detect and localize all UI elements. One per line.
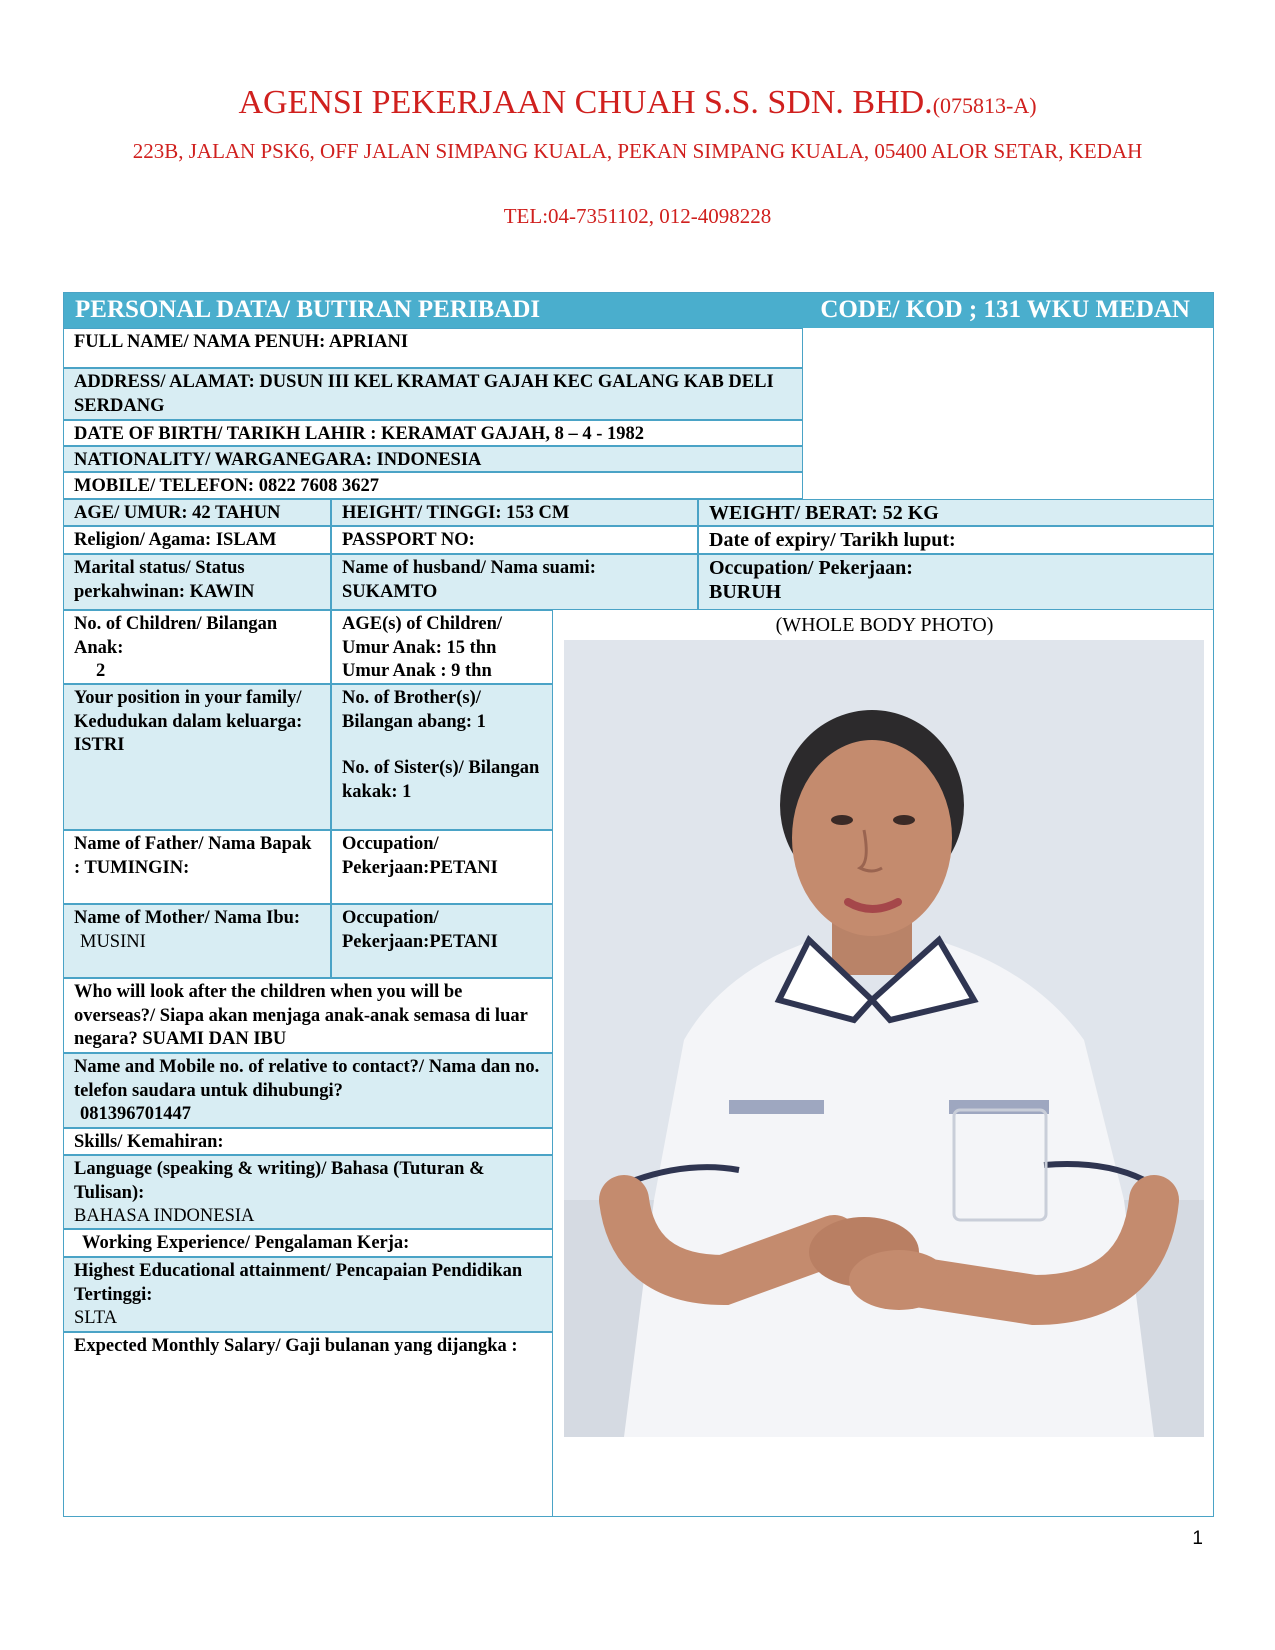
whole-body-photo — [564, 640, 1204, 1437]
page-number: 1 — [1192, 1528, 1203, 1549]
company-reg-no: (075813-A) — [932, 93, 1037, 118]
expected-salary-field: Expected Monthly Salary/ Gaji bulanan yang dijangka : — [63, 1332, 553, 1517]
husband-label: Name of husband/ Nama suami: — [342, 558, 596, 578]
address-field: ADDRESS/ ALAMAT: DUSUN III KEL KRAMAT GAJAH KEC GALANG KAB DELI SERDANG — [63, 368, 803, 420]
religion-field: Religion/ Agama: ISLAM — [63, 526, 331, 554]
language-field — [63, 1155, 553, 1229]
education-field — [63, 1257, 553, 1332]
mobile-field: MOBILE/ TELEFON: 0822 7608 3627 — [63, 472, 803, 499]
skills-field: Skills/ Kemahiran: — [63, 1128, 553, 1155]
husband-value: SUKAMTO — [342, 581, 438, 602]
siblings-field — [331, 684, 553, 830]
candidate-code: CODE/ KOD ; 131 WKU MEDAN — [820, 296, 1190, 323]
relative-contact-value: 081396701447 — [80, 1104, 191, 1124]
children-ages-field — [331, 610, 553, 684]
occupation-value: BURUH — [709, 580, 782, 603]
mother-name-value: MUSINI — [80, 931, 146, 952]
full-name-field: FULL NAME/ NAMA PENUH: APRIANI — [63, 328, 803, 368]
children-ages-label: AGE(s) of Children/ — [342, 614, 503, 634]
children-count-field — [63, 610, 331, 684]
children-count-label: No. of Children/ Bilangan Anak: — [74, 614, 278, 658]
occupation-field — [698, 554, 1214, 610]
children-count-value: 2 — [96, 661, 106, 681]
age-field: AGE/ UMUR: 42 TAHUN — [63, 499, 331, 526]
company-name — [0, 84, 1275, 122]
childcare-field: Who will look after the children when you will be overseas?/ Siapa akan menjaga anak-anak semasa di luar negara? SUAMI DAN IBU — [63, 978, 553, 1053]
language-value: BAHASA INDONESIA — [74, 1206, 255, 1226]
passport-field: PASSPORT NO: — [331, 526, 698, 554]
father-occupation-field: Occupation/ Pekerjaan:PETANI — [331, 830, 553, 904]
section-title: PERSONAL DATA/ BUTIRAN PERIBADI — [75, 296, 541, 323]
height-field: HEIGHT/ TINGGI: 153 CM — [331, 499, 698, 526]
nationality-field: NATIONALITY/ WARGANEGARA: INDONESIA — [63, 446, 803, 472]
person-portrait-icon — [564, 640, 1204, 1437]
father-name-field: Name of Father/ Nama Bapak : TUMINGIN: — [63, 830, 331, 904]
relative-contact-field — [63, 1053, 553, 1128]
company-telephone: TEL:04-7351102, 012-4098228 — [503, 204, 772, 228]
family-position-field: Your position in your family/ Kedudukan dalam keluarga: ISTRI — [63, 684, 331, 830]
mother-name-field — [63, 904, 331, 978]
education-value: SLTA — [74, 1308, 118, 1328]
marital-status-field: Marital status/ Status perkahwinan: KAWIN — [63, 554, 331, 610]
mother-name-label: Name of Mother/ Nama Ibu: — [74, 908, 301, 928]
sisters-count: No. of Sister(s)/ Bilangan kakak: 1 — [342, 758, 540, 802]
photo-caption: (WHOLE BODY PHOTO) — [775, 614, 994, 636]
brothers-count: No. of Brother(s)/ Bilangan abang: 1 — [342, 688, 486, 732]
weight-field: WEIGHT/ BERAT: 52 KG — [698, 499, 1214, 526]
children-age-2: Umur Anak : 9 thn — [342, 661, 492, 681]
company-name-text: AGENSI PEKERJAAN CHUAH S.S. SDN. BHD. — [238, 84, 933, 121]
children-age-1: Umur Anak: 15 thn — [342, 637, 497, 658]
passport-expiry-field: Date of expiry/ Tarikh luput: — [698, 526, 1214, 554]
occupation-label: Occupation/ Pekerjaan: — [709, 557, 913, 579]
mother-occupation-field: Occupation/ Pekerjaan:PETANI — [331, 904, 553, 978]
date-of-birth-field: DATE OF BIRTH/ TARIKH LAHIR : KERAMAT GAJAH, 8 – 4 - 1982 — [63, 420, 803, 446]
education-label: Highest Educational attainment/ Pencapaian Pendidikan Tertinggi: — [74, 1261, 523, 1305]
husband-field — [331, 554, 698, 610]
company-address: 223B, JALAN PSK6, OFF JALAN SIMPANG KUALA, PEKAN SIMPANG KUALA, 05400 ALOR SETAR, KEDAH — [132, 139, 1143, 163]
language-label: Language (speaking & writing)/ Bahasa (Tuturan & Tulisan): — [74, 1159, 485, 1203]
working-experience-field: Working Experience/ Pengalaman Kerja: — [63, 1229, 553, 1257]
relative-contact-label: Name and Mobile no. of relative to contact?/ Nama dan no. telefon saudara untuk dihubungi? — [74, 1057, 540, 1101]
